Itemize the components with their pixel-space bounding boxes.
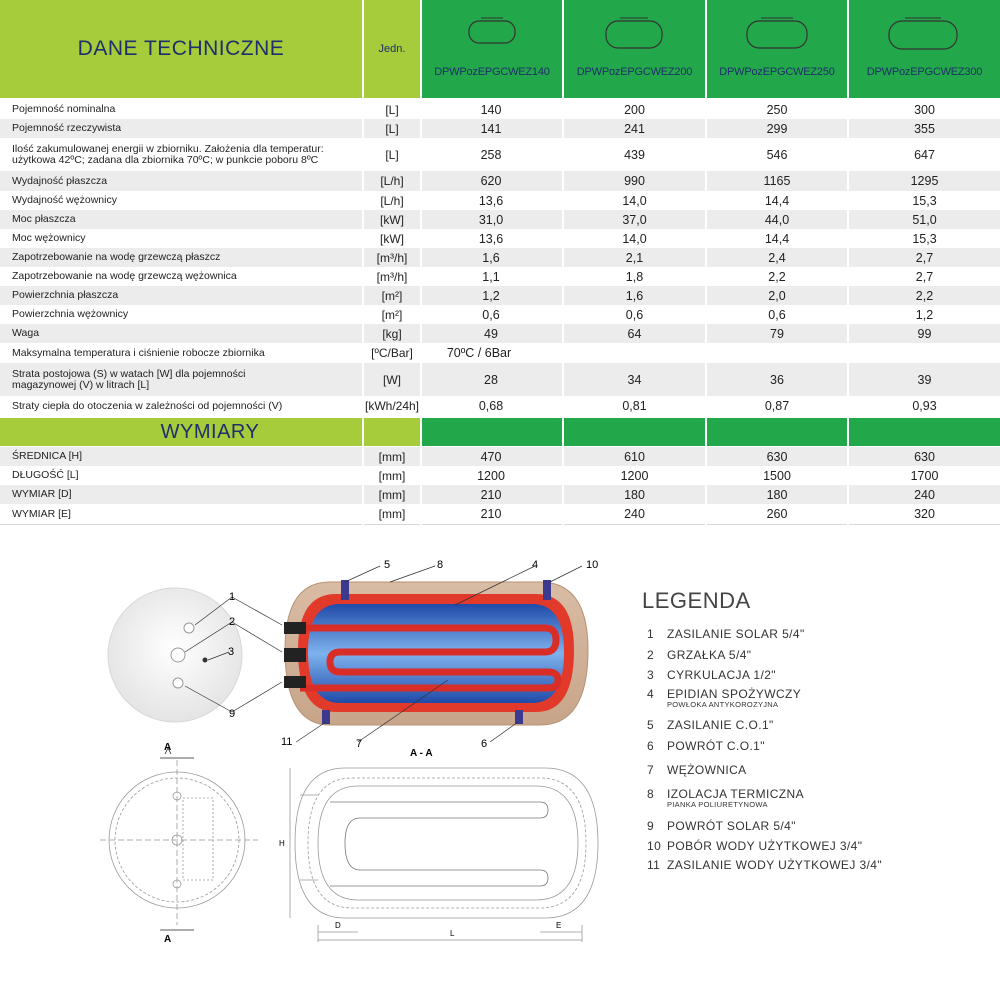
value-cell — [564, 343, 705, 363]
table-row — [0, 229, 1000, 248]
table-row — [0, 466, 1000, 485]
technical-end-view — [100, 748, 258, 930]
row-label: DŁUGOŚĆ [L] — [12, 469, 79, 481]
dimensions-green-cell — [564, 418, 705, 446]
row-label: Maksymalna temperatura i ciśnienie robocze zbiornika — [12, 346, 265, 359]
value-cell: 44,0 — [764, 212, 790, 227]
row-unit: [L/h] — [380, 174, 404, 188]
value-cell: 0,6 — [625, 307, 644, 322]
legend-text: ZASILANIE WODY UŻYTKOWEJ 3/4" — [667, 858, 883, 872]
value-cell: 79 — [770, 326, 784, 341]
row-unit: [kg] — [382, 326, 402, 341]
tank-icon — [745, 16, 809, 50]
row-unit: [mm] — [378, 468, 406, 483]
value-cell: 210 — [480, 507, 502, 521]
row-unit: [kW] — [380, 212, 404, 227]
value-cell: 355 — [914, 121, 935, 136]
row-label: Waga — [12, 327, 40, 339]
table-row — [0, 396, 1000, 416]
dimensions-green-cell — [849, 418, 1000, 446]
section-label: A - A — [410, 748, 433, 759]
value-cell: 1,2 — [482, 288, 500, 303]
model-name: DPWPozEPGCWEZ140 — [434, 66, 550, 78]
value-cell: 1,8 — [625, 269, 644, 284]
table-row — [0, 305, 1000, 324]
row-unit: [L] — [385, 102, 399, 117]
callout-2: 2 — [229, 616, 236, 628]
value-cell: 299 — [766, 121, 788, 136]
legend-item — [647, 858, 882, 872]
row-unit: [mm] — [378, 487, 406, 502]
callout-4: 4 — [532, 559, 539, 571]
value-cell: 14,0 — [622, 193, 647, 208]
legend-number: 4 — [647, 687, 655, 701]
value-cell: 1200 — [477, 468, 505, 483]
value-cell: 620 — [480, 174, 502, 188]
tank-front-view — [108, 588, 282, 722]
model-name: DPWPozEPGCWEZ200 — [576, 66, 693, 78]
legend-item — [647, 839, 862, 853]
value-cell: 250 — [766, 102, 788, 117]
row-label: Zapotrzebowanie na wodę grzewczą wężownica — [12, 270, 237, 282]
value-cell: 51,0 — [912, 212, 937, 227]
model-header-250 — [707, 0, 847, 98]
row-label: Wydajność płaszcza — [12, 174, 108, 187]
value-cell: 14,4 — [764, 231, 790, 246]
value-cell: 13,6 — [478, 193, 504, 208]
tank-icon — [604, 16, 664, 50]
table-row — [0, 485, 1000, 504]
legend-item — [647, 687, 802, 709]
value-cell — [707, 343, 847, 363]
value-cell: 28 — [484, 372, 498, 387]
callout-6: 6 — [481, 738, 488, 750]
model-header-140 — [422, 0, 562, 98]
value-cell: 1700 — [910, 468, 939, 483]
table-row — [0, 447, 1000, 466]
dimension-l: L — [450, 929, 455, 938]
row-label: Straty ciepła do otoczenia w zależności od pojemności (V) — [12, 399, 283, 412]
value-cell: 546 — [766, 147, 788, 162]
row-label: Powierzchnia płaszcza — [12, 289, 119, 301]
table-row — [0, 248, 1000, 267]
callout-5: 5 — [384, 559, 391, 571]
value-cell: 630 — [766, 449, 788, 464]
table-row — [0, 119, 1000, 138]
table-row — [0, 286, 1000, 305]
table-row — [0, 210, 1000, 229]
legend-item — [647, 648, 751, 662]
table-row — [0, 324, 1000, 343]
table-row — [0, 504, 1000, 525]
legend-item — [647, 763, 747, 777]
table-row — [0, 191, 1000, 210]
legend-subtext: PIANKA POLIURETYNOWA — [667, 800, 768, 809]
table-row — [0, 138, 1000, 171]
dimension-h: H — [279, 839, 285, 848]
row-label: ŚREDNICA [H] — [12, 450, 83, 462]
dimensions-green-cell — [707, 418, 847, 446]
value-cell: 647 — [914, 147, 935, 162]
row-label: Moc wężownicy — [12, 232, 86, 244]
value-cell: 1200 — [620, 468, 649, 483]
section-marker-bottom: A — [164, 934, 172, 945]
row-label: WYMIAR [D] — [12, 488, 72, 500]
value-cell: 1165 — [763, 174, 791, 188]
value-cell: 31,0 — [478, 212, 504, 227]
legend-number: 10 — [647, 839, 662, 853]
value-cell: 180 — [766, 487, 788, 502]
model-name: DPWPozEPGCWEZ300 — [866, 66, 983, 78]
legend-text: ZASILANIE SOLAR 5/4" — [667, 627, 805, 641]
value-cell: 34 — [627, 372, 642, 387]
row-label: Strata postojowa (S) w watach [W] dla pojemności magazynowej (V) w litrach [L] — [12, 367, 246, 391]
callout-7: 7 — [356, 738, 363, 750]
value-cell: 39 — [917, 372, 932, 387]
row-label: Moc płaszcza — [12, 213, 76, 225]
table-row — [0, 100, 1000, 119]
legend-number: 7 — [647, 763, 655, 777]
row-label: WYMIAR [E] — [12, 507, 71, 520]
row-label: Pojemność nominalna — [12, 103, 116, 115]
legend-number: 2 — [647, 648, 655, 662]
value-cell: 14,4 — [764, 193, 790, 208]
value-cell: 141 — [480, 121, 502, 136]
value-cell: 2,2 — [915, 288, 934, 303]
row-unit: [m²] — [381, 307, 403, 322]
row-unit: [L] — [385, 147, 399, 162]
legend-number: 1 — [647, 627, 655, 641]
tank-diagram — [0, 540, 640, 1000]
row-unit: [m³/h] — [376, 269, 408, 284]
legend-text: CYRKULACJA 1/2" — [667, 668, 776, 682]
legend-text: POWRÓT SOLAR 5/4" — [667, 819, 796, 833]
value-cell: 1,1 — [482, 269, 500, 284]
legend-item — [647, 819, 796, 833]
callout-8: 8 — [437, 559, 444, 571]
value-cell: 2,1 — [625, 250, 644, 265]
section-marker-top: A — [164, 742, 172, 753]
value-cell: 210 — [480, 487, 502, 502]
value-cell: 630 — [914, 449, 935, 464]
legend-number: 6 — [647, 739, 655, 753]
value-cell: 241 — [624, 121, 645, 136]
model-header-200 — [564, 0, 705, 98]
row-unit: [m³/h] — [376, 250, 408, 265]
value-cell: 0,81 — [622, 399, 647, 413]
row-unit: [kWh/24h] — [364, 399, 420, 413]
value-cell: 0,68 — [478, 399, 504, 413]
row-label: Powierzchnia wężownicy — [12, 308, 129, 320]
legend-number: 3 — [647, 668, 655, 682]
legend-text: EPIDIAN SPOŻYWCZY — [667, 687, 802, 701]
value-cell: 36 — [770, 372, 784, 387]
value-cell: 99 — [917, 326, 932, 341]
value-cell: 0,87 — [764, 399, 790, 413]
value-cell: 70ºC / 6Bar — [446, 346, 512, 360]
dimension-d: D — [335, 921, 341, 930]
value-cell — [849, 343, 1000, 363]
legend-item — [647, 627, 805, 641]
value-cell: 1500 — [763, 468, 791, 483]
row-label: Pojemność rzeczywista — [12, 122, 122, 134]
value-cell: 0,6 — [768, 307, 786, 322]
legend-text: WĘŻOWNICA — [667, 763, 747, 777]
legend-number: 5 — [647, 718, 655, 732]
legend-item — [647, 668, 776, 682]
table-row — [0, 343, 1000, 363]
value-cell: 1,6 — [625, 288, 644, 303]
dimensions-green-cell — [422, 418, 562, 446]
legend-text: GRZAŁKA 5/4" — [667, 648, 752, 662]
legend-item — [647, 718, 774, 732]
legend-text: ZASILANIE C.O.1" — [667, 718, 774, 732]
column-separator — [705, 98, 707, 526]
column-separator — [847, 98, 849, 526]
value-cell: 1,2 — [915, 307, 934, 322]
legend-subtext: POWŁOKA ANTYKOROZYJNA — [667, 700, 779, 709]
value-cell: 140 — [480, 102, 502, 117]
value-cell: 260 — [766, 507, 788, 521]
value-cell: 258 — [480, 147, 502, 162]
row-unit: [L] — [385, 121, 399, 136]
row-label: Wydajność wężownicy — [12, 194, 117, 206]
value-cell: 2,7 — [915, 269, 934, 284]
value-cell: 2,2 — [768, 269, 786, 284]
model-name: DPWPozEPGCWEZ250 — [719, 66, 835, 78]
value-cell: 470 — [480, 449, 502, 464]
legend-number: 8 — [647, 787, 655, 801]
value-cell: 240 — [914, 487, 935, 502]
callout-10: 10 — [586, 559, 599, 571]
value-cell: 0,6 — [482, 307, 500, 322]
unit-column-header: Jedn. — [364, 0, 420, 98]
value-cell: 200 — [624, 102, 645, 117]
table-row — [0, 171, 1000, 191]
legend-number: 9 — [647, 819, 655, 833]
dimension-e: E — [556, 921, 562, 930]
value-cell: 240 — [624, 507, 645, 521]
dimensions-title: WYMIARY — [160, 420, 260, 443]
table-title: DANE TECHNICZNE — [0, 0, 362, 98]
value-cell: 320 — [914, 507, 935, 521]
callout-9: 9 — [229, 708, 236, 720]
legend-number: 11 — [647, 858, 661, 872]
value-cell: 2,4 — [768, 250, 786, 265]
row-unit: [L/h] — [380, 193, 404, 208]
value-cell: 990 — [624, 174, 645, 188]
legend-text: POWRÓT C.O.1" — [667, 739, 765, 753]
model-header-300 — [849, 0, 1000, 98]
value-cell: 49 — [484, 326, 498, 341]
value-cell: 37,0 — [622, 212, 647, 227]
row-unit: [m²] — [381, 288, 403, 303]
value-cell: 1295 — [910, 174, 939, 188]
row-unit: [mm] — [378, 507, 406, 521]
table-row — [0, 363, 1000, 396]
value-cell: 15,3 — [912, 231, 937, 246]
column-separator — [362, 98, 364, 526]
value-cell: 1,6 — [482, 250, 500, 265]
value-cell: 64 — [627, 326, 642, 341]
value-cell: 2,0 — [768, 288, 786, 303]
value-cell: 0,93 — [912, 399, 937, 413]
column-separator — [420, 98, 422, 526]
row-unit: [kW] — [380, 231, 404, 246]
technical-side-view — [290, 768, 598, 942]
callout-11: 11 — [281, 736, 293, 748]
legend-title: LEGENDA — [642, 588, 751, 613]
tank-icon — [467, 16, 517, 46]
value-cell: 14,0 — [622, 231, 647, 246]
value-cell: 13,6 — [478, 231, 504, 246]
tank-icon — [887, 16, 959, 52]
callout-1: 1 — [229, 591, 236, 603]
legend-item — [647, 787, 804, 809]
tank-cutaway — [284, 566, 588, 742]
row-unit: [ºC/Bar] — [371, 346, 413, 360]
value-cell: 15,3 — [912, 193, 937, 208]
legend-text: IZOLACJA TERMICZNA — [667, 787, 804, 801]
row-label: Ilość zakumulowanej energii w zbiorniku. Założenia dla temperatur: użytkowa 42ºC; zadana dla zbiornika 70ºC; w punkcie poboru 8ºC — [12, 142, 324, 166]
legend-item — [647, 739, 765, 753]
row-unit: [mm] — [378, 449, 406, 464]
table-row — [0, 267, 1000, 286]
value-cell: 300 — [914, 102, 935, 117]
column-separator — [562, 98, 564, 526]
legend-text: POBÓR WODY UŻYTKOWEJ 3/4" — [667, 839, 863, 853]
value-cell: 2,7 — [915, 250, 934, 265]
row-label: Zapotrzebowanie na wodę grzewczą płaszcz — [12, 251, 221, 263]
value-cell: 180 — [624, 487, 645, 502]
callout-3: 3 — [228, 646, 235, 658]
value-cell: 439 — [624, 147, 645, 162]
row-unit: [W] — [383, 372, 401, 387]
value-cell: 610 — [624, 449, 645, 464]
